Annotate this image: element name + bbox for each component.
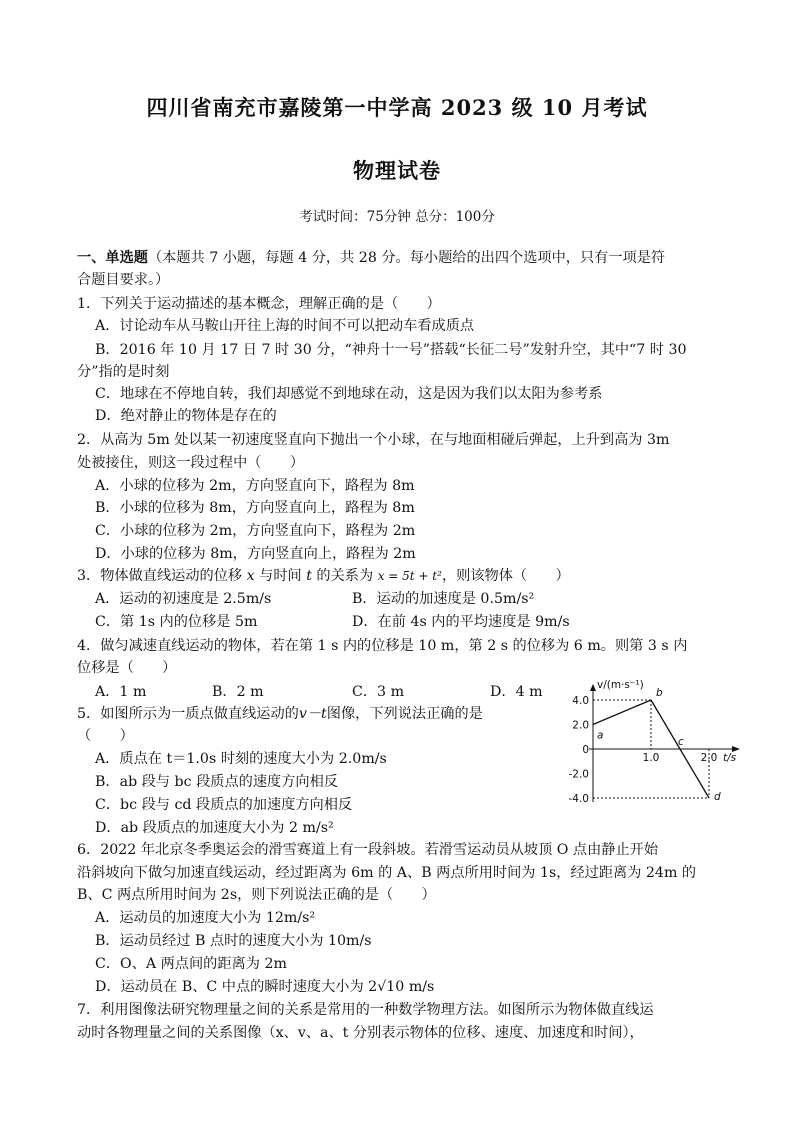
q5-option-d: D．ab 段质点的加速度大小为 2 m/s²	[95, 820, 334, 836]
q6-stem-cont2: B、C 两点所用时间为 2s，则下列说法正确的是（ ）	[77, 887, 436, 903]
q2-option-c: C．小球的位移为 2m，方向竖直向下，路程为 2m	[95, 523, 416, 539]
q2-stem: 2．从高为 5m 处以某一初速度竖直向下抛出一个小球，在与地面相碰后弹起，上升到高为 3m	[77, 432, 670, 448]
q7-stem: 7．利用图像法研究物理量之间的关系是常用的一种数学物理方法。如图所示为物体做直线运	[77, 1002, 654, 1018]
page-subtitle: 物理试卷	[353, 158, 441, 183]
q3-option-a: A．运动的初速度是 2.5m/s	[95, 591, 272, 607]
point-label: d	[714, 791, 721, 803]
q2-option-d: D．小球的位移为 8m，方向竖直向上，路程为 2m	[95, 546, 416, 562]
q1-option-c: C．地球在不停地自转，我们却感觉不到地球在动，这是因为我们以太阳为参考系	[95, 386, 603, 402]
q3-option-c: C．第 1s 内的位移是 5m	[95, 614, 258, 630]
point-label: c	[678, 736, 684, 748]
y-tick-label: 4.0	[572, 695, 589, 707]
q6-stem-cont1: 沿斜坡向下做匀加速直线运动，经过距离为 6m 的 A、B 两点所用时间为 1s，经过距离为 24m 的	[77, 865, 697, 881]
q3-stem: 3．物体做直线运动的位移 x 与时间 t 的关系为 x = 5t + t²，则该物体（ ）	[77, 568, 570, 584]
x-tick-label: 2.0	[700, 752, 718, 764]
y-axis-arrow	[590, 684, 596, 691]
q5-stem-cont: （ ）	[77, 728, 134, 744]
q6-option-b: B．运动员经过 B 点时的速度大小为 10m/s	[95, 933, 372, 949]
q5-option-a: A．质点在 t＝1.0s 时刻的速度大小为 2.0m/s	[95, 751, 387, 767]
q4-stem: 4．做匀减速直线运动的物体，若在第 1 s 内的位移是 10 m，第 2 s 的位移为 6 m。则第 3 s 内	[77, 638, 688, 654]
q5-option-b: B．ab 段与 bc 段质点的速度方向相反	[95, 774, 338, 790]
point-label: a	[597, 729, 604, 742]
q5-option-c: C．bc 段与 cd 段质点的加速度方向相反	[95, 797, 353, 813]
q4-stem-cont: 位移是（ ）	[77, 660, 177, 676]
q4-option-a: A．1 m	[95, 684, 147, 700]
q3-option-b: B．运动的加速度是 0.5m/s²	[352, 591, 535, 607]
y-tick-label: 2.0	[572, 719, 589, 732]
q4-option-d: D．4 m	[490, 684, 543, 700]
series-segment	[593, 700, 651, 725]
series-segment	[651, 700, 680, 749]
q4-option-c: C．3 m	[352, 684, 405, 700]
y-tick-label: 0	[582, 744, 589, 756]
q2-stem-cont: 处被接住，则这一段过程中（ ）	[77, 455, 305, 471]
q6-option-d: D．运动员在 B、C 中点的瞬时速度大小为 2√10 m/s	[95, 979, 435, 995]
vt-graph	[560, 676, 745, 806]
q7-stem-cont: 动时各物理量之间的关系图像（x、v、a、t 分别表示物体的位移、速度、加速度和时间），	[77, 1025, 644, 1041]
q6-option-c: C．O、A 两点间的距离为 2m	[95, 956, 287, 972]
y-tick-label: -4.0	[568, 793, 589, 805]
section-heading: 一、单选题（本题共 7 小题，每题 4 分，共 28 分。每小题给的出四个选项中，只有一项是符	[77, 250, 666, 266]
x-tick-label: 1.0	[642, 752, 660, 764]
q6-option-a: A．运动员的加速度大小为 12m/s²	[95, 910, 316, 926]
y-axis-label: v/(m·s⁻¹)	[597, 679, 644, 691]
page-title: 四川省南充市嘉陵第一中学高 2023 级 10 月考试	[146, 95, 648, 120]
q3-option-d: D．在前 4s 内的平均速度是 9m/s	[352, 614, 570, 630]
y-tick-label: -2.0	[568, 768, 589, 781]
q1-stem: 1．下列关于运动描述的基本概念，理解正确的是（ ）	[77, 296, 441, 312]
point-label: b	[656, 687, 663, 699]
q5-stem: 5．如图所示为一质点做直线运动的v－t图像，下列说法正确的是	[77, 706, 483, 722]
q6-stem: 6．2022 年北京冬季奥运会的滑雪赛道上有一段斜坡。若滑雪运动员从坡顶 O 点由静止开始	[77, 842, 659, 858]
q1-option-d: D．绝对静止的物体是存在的	[95, 408, 277, 424]
section-heading-cont: 合题目要求。）	[77, 272, 170, 288]
q1-option-a: A．讨论动车从马鞍山开往上海的时间不可以把动车看成质点	[95, 318, 475, 334]
q4-option-b: B．2 m	[212, 684, 264, 700]
q1-option-b: B．2016 年 10 月 17 日 7 时 30 分，“神舟十一号”搭载“长征二号”发射升空，其中“7 时 30	[95, 342, 687, 358]
x-axis-label: t/s	[723, 752, 737, 764]
q2-option-b: B．小球的位移为 8m，方向竖直向上，路程为 8m	[95, 500, 415, 516]
exam-info: 考试时间：75分钟 总分：100分	[299, 209, 495, 225]
q2-option-a: A．小球的位移为 2m，方向竖直向下，路程为 8m	[95, 478, 415, 494]
q1-option-b-cont: 分”指的是时刻	[77, 364, 170, 380]
